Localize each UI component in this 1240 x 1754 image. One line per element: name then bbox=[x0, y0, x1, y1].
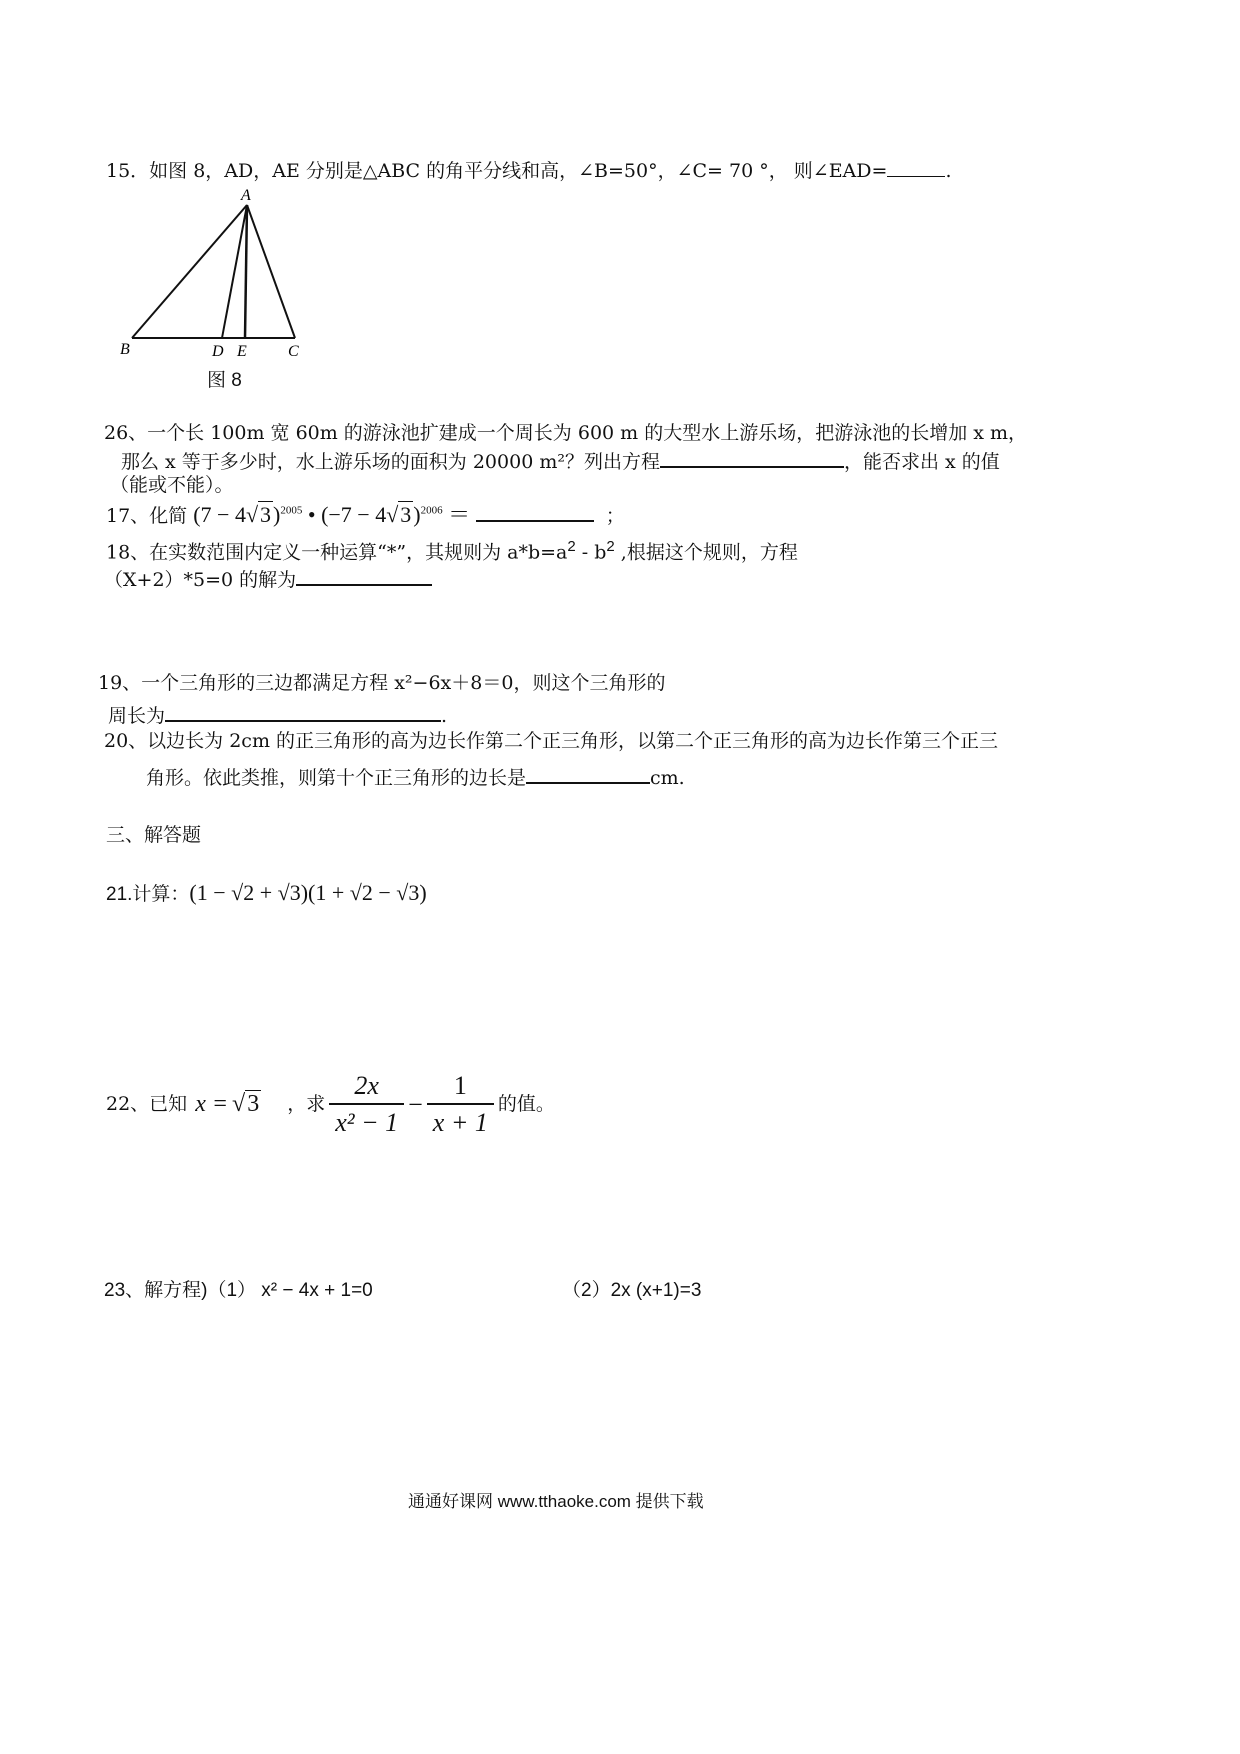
q20-unit: cm. bbox=[650, 767, 685, 789]
q19-line1: 19、一个三角形的三边都满足方程 x²−6x＋8＝0，则这个三角形的 bbox=[98, 672, 666, 694]
q22-num2: 1 bbox=[427, 1070, 494, 1105]
q22-fraction-1 bbox=[329, 1070, 404, 1138]
sqrt-3-a: √3 bbox=[245, 502, 272, 527]
q17-line bbox=[106, 502, 625, 528]
label-b: B bbox=[120, 341, 130, 358]
q15-text bbox=[106, 160, 951, 183]
q26-line2-text: 那么 x 等于多少时，水上游乐场的面积为 20000 m²？列出方程 bbox=[121, 451, 660, 473]
q15-end: . bbox=[945, 160, 952, 182]
q26-line3: （能或不能）。 bbox=[110, 474, 234, 496]
q18-line2 bbox=[104, 566, 432, 592]
segment-ad bbox=[222, 205, 247, 338]
q18-mid: - b bbox=[575, 541, 607, 564]
q17-expr1: (7 − 4 bbox=[193, 502, 246, 527]
q22-num1: 2x bbox=[329, 1070, 404, 1105]
q17-answer-blank[interactable] bbox=[476, 502, 594, 522]
q22-radicand: 3 bbox=[247, 1090, 260, 1117]
q21-expression: (1 − √2 + √3)(1 + √2 − √3) bbox=[189, 880, 427, 905]
q22-sqrt: √3 bbox=[232, 1090, 260, 1117]
side-ab bbox=[132, 205, 247, 338]
q23-part1: 23、解方程)（1） x² − 4x + 1=0 bbox=[104, 1280, 373, 1301]
q22-prefix: 22、已知 bbox=[106, 1092, 188, 1115]
q18-line2-text: （X+2）*5=0 的解为 bbox=[104, 569, 297, 591]
figure-8-triangle bbox=[110, 188, 350, 368]
q22-ask: ，求 bbox=[287, 1092, 326, 1115]
q18-sup2: 2 bbox=[606, 538, 615, 555]
q21-prefix: 21.计算： bbox=[106, 884, 190, 905]
q18-line1-end: ,根据这个规则，方程 bbox=[614, 541, 798, 564]
q22-den1: x² − 1 bbox=[335, 1108, 399, 1138]
q15-answer-blank[interactable] bbox=[887, 160, 945, 177]
section-heading: 三、解答题 bbox=[106, 824, 202, 846]
q18-answer-blank[interactable] bbox=[296, 566, 432, 586]
label-c: C bbox=[288, 343, 299, 360]
q20-answer-blank[interactable] bbox=[526, 764, 650, 784]
q22-line bbox=[106, 1070, 555, 1138]
side-ac bbox=[247, 205, 295, 338]
q15-statement: 15．如图 8，AD，AE 分别是△ABC 的角平分线和高，∠B=50°，∠C= 70 °， 则∠EAD= bbox=[106, 160, 888, 182]
q26-line2-end: ，能否求出 x 的值 bbox=[843, 451, 1000, 473]
q19-end: . bbox=[441, 705, 448, 727]
label-a: A bbox=[241, 188, 251, 204]
q22-minus: − bbox=[408, 1089, 423, 1119]
q17-exp2: 2006 bbox=[420, 504, 443, 517]
q18-sup1: 2 bbox=[567, 538, 576, 555]
q19-line2 bbox=[108, 702, 447, 728]
q26-line1: 26、一个长 100m 宽 60m 的游泳池扩建成一个周长为 600 m 的大型水上游乐场，把游泳池的长增加 x m， bbox=[104, 422, 1028, 444]
q19-answer-blank[interactable] bbox=[165, 702, 441, 722]
q26-equation-blank[interactable] bbox=[660, 448, 844, 468]
q18-line1 bbox=[106, 538, 798, 564]
q26-line2 bbox=[121, 448, 1000, 474]
figure-caption: 图 8 bbox=[207, 370, 242, 391]
page-footer: 通通好课网 www.tthaoke.com 提供下载 bbox=[408, 1492, 704, 1511]
label-d: D bbox=[212, 343, 224, 360]
q20-line1: 20、以边长为 2cm 的正三角形的高为边长作第二个正三角形，以第二个正三角形的高为边长作第三个正三 bbox=[104, 730, 999, 752]
q17-exp1: 2005 bbox=[280, 504, 303, 517]
q22-suffix: 的值。 bbox=[497, 1092, 555, 1115]
q19-line2-text: 周长为 bbox=[108, 705, 166, 727]
q17-dot: • bbox=[307, 502, 316, 527]
q22-den2: x + 1 bbox=[432, 1108, 488, 1138]
sqrt-3-b: √3 bbox=[386, 502, 412, 527]
q17-eq: ＝ bbox=[448, 502, 471, 527]
label-e: E bbox=[237, 343, 247, 360]
segment-ae bbox=[245, 205, 247, 338]
q17-expr2: (−7 − 4 bbox=[321, 502, 387, 527]
q17-expression: $(7 - 4√3)^{2005}$ • $(-7 - 4√3)^{2006}$ ＝ bbox=[193, 502, 471, 527]
q22-fraction-2 bbox=[427, 1070, 494, 1138]
q21-line bbox=[106, 880, 427, 907]
q20-line2-text: 角形。依此类推，则第十个正三角形的边长是 bbox=[146, 767, 527, 789]
q17-prefix: 17、化简 bbox=[106, 505, 188, 527]
q22-given-x: x = bbox=[195, 1090, 229, 1117]
q18-line1-text: 18、在实数范围内定义一种运算“*”，其规则为 a*b=a bbox=[106, 541, 568, 564]
q20-line2 bbox=[146, 764, 685, 790]
q23-part2: （2）2x (x+1)=3 bbox=[562, 1280, 702, 1301]
q17-end: ； bbox=[605, 505, 625, 527]
